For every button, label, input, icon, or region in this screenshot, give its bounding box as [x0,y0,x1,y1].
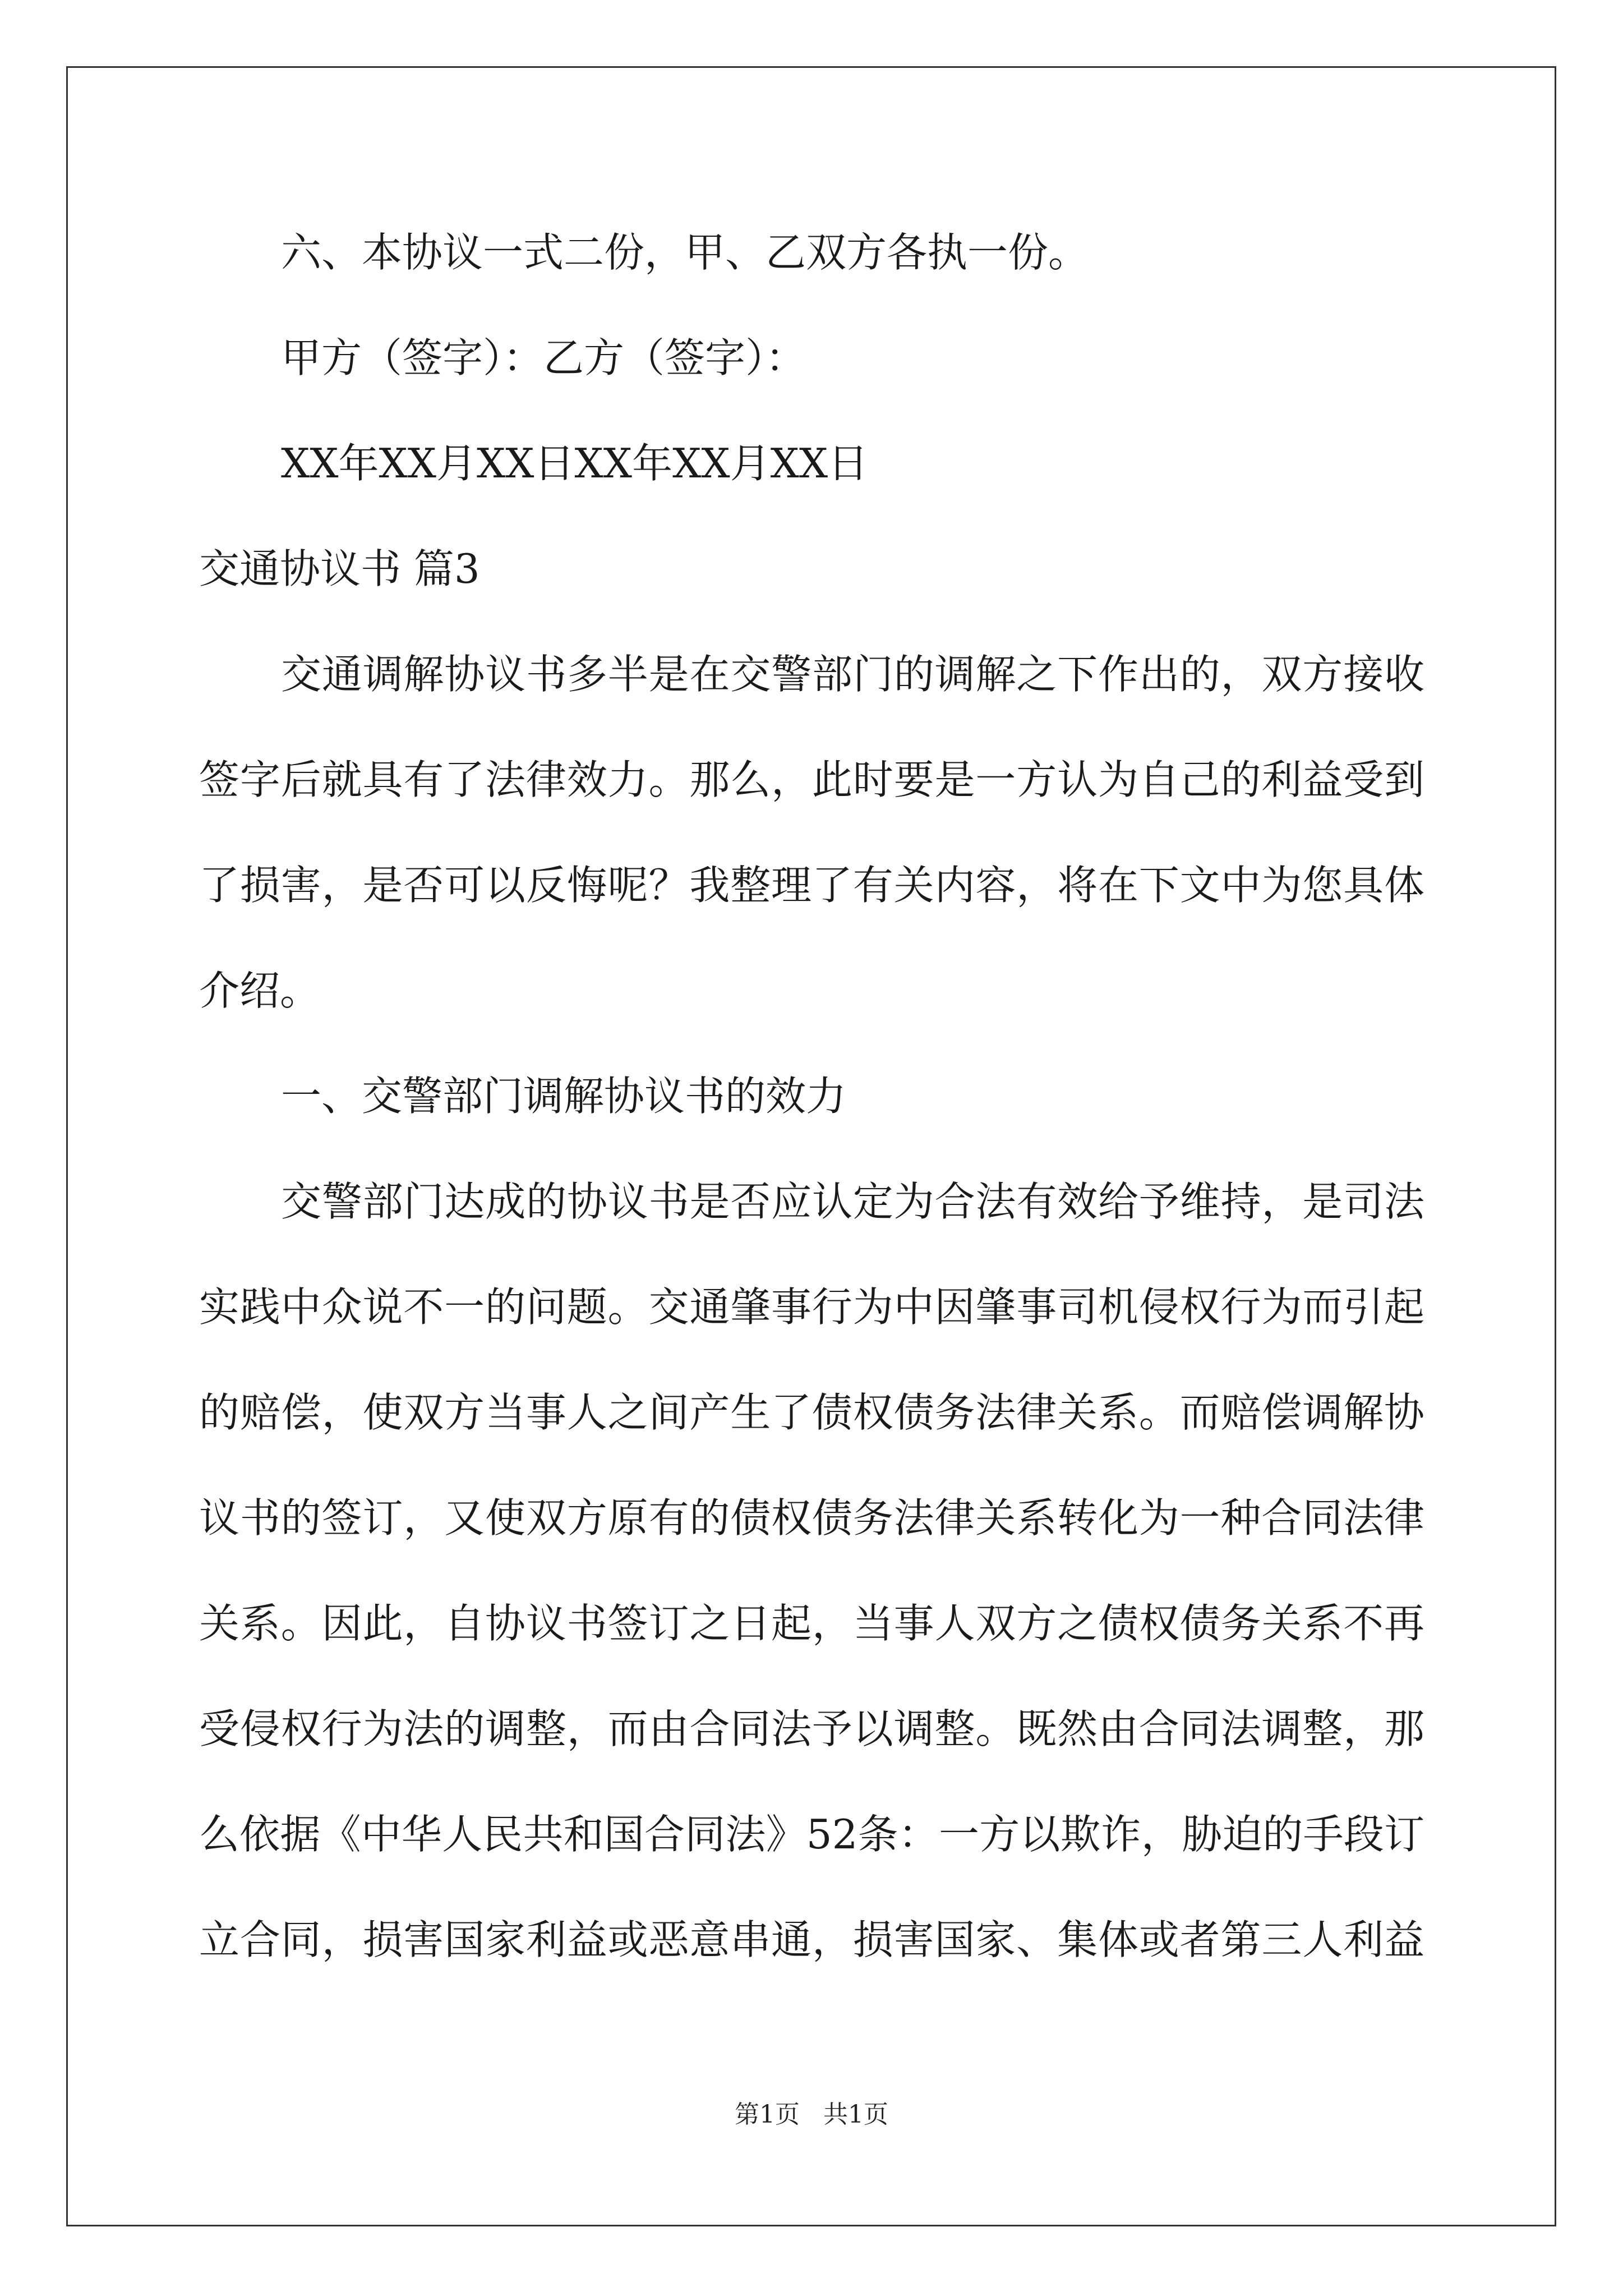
paragraph-line: 关系。因此，自协议书签订之日起，当事人双方之债权债务关系不再 [199,1600,1424,1647]
paragraph-line: 受侵权行为法的调整，而由合同法予以调整。既然由合同法调整，那 [199,1705,1424,1752]
date-line: XX年XX月XX日XX年XX月XX日 [281,440,869,487]
paragraph-line: 么依据《中华人民共和国合同法》52条：一方以欺诈，胁迫的手段订 [199,1811,1424,1858]
paragraph-line: 签字后就具有了法律效力。那么，此时要是一方认为自己的利益受到 [199,756,1424,803]
paragraph-line: 立合同，损害国家利益或恶意串通，损害国家、集体或者第三人利益 [199,1916,1424,1963]
clause-six: 六、本协议一式二份，甲、乙双方各执一份。 [281,229,1089,276]
section-heading: 交通协议书 篇3 [199,545,480,592]
paragraph-line: 了损害，是否可以反悔呢？我整理了有关内容，将在下文中为您具体 [199,862,1424,909]
page-border [66,66,1556,2226]
paragraph-line: 交通调解协议书多半是在交警部门的调解之下作出的，双方接收 [281,651,1424,698]
subheading: 一、交警部门调解协议书的效力 [281,1073,847,1120]
paragraph-line: 的赔偿，使双方当事人之间产生了债权债务法律关系。而赔偿调解协 [199,1389,1424,1436]
paragraph-line: 实践中众说不一的问题。交通肇事行为中因肇事司机侵权行为而引起 [199,1283,1424,1331]
signature-line: 甲方（签字）：乙方（签字）： [281,334,806,381]
paragraph-line: 议书的签订，又使双方原有的债权债务法律关系转化为一种合同法律 [199,1494,1424,1542]
page-footer: 第1页 共1页 [735,2100,888,2129]
paragraph-line: 交警部门达成的协议书是否应认定为合法有效给予维持，是司法 [281,1178,1424,1225]
paragraph-line: 介绍。 [199,967,321,1014]
